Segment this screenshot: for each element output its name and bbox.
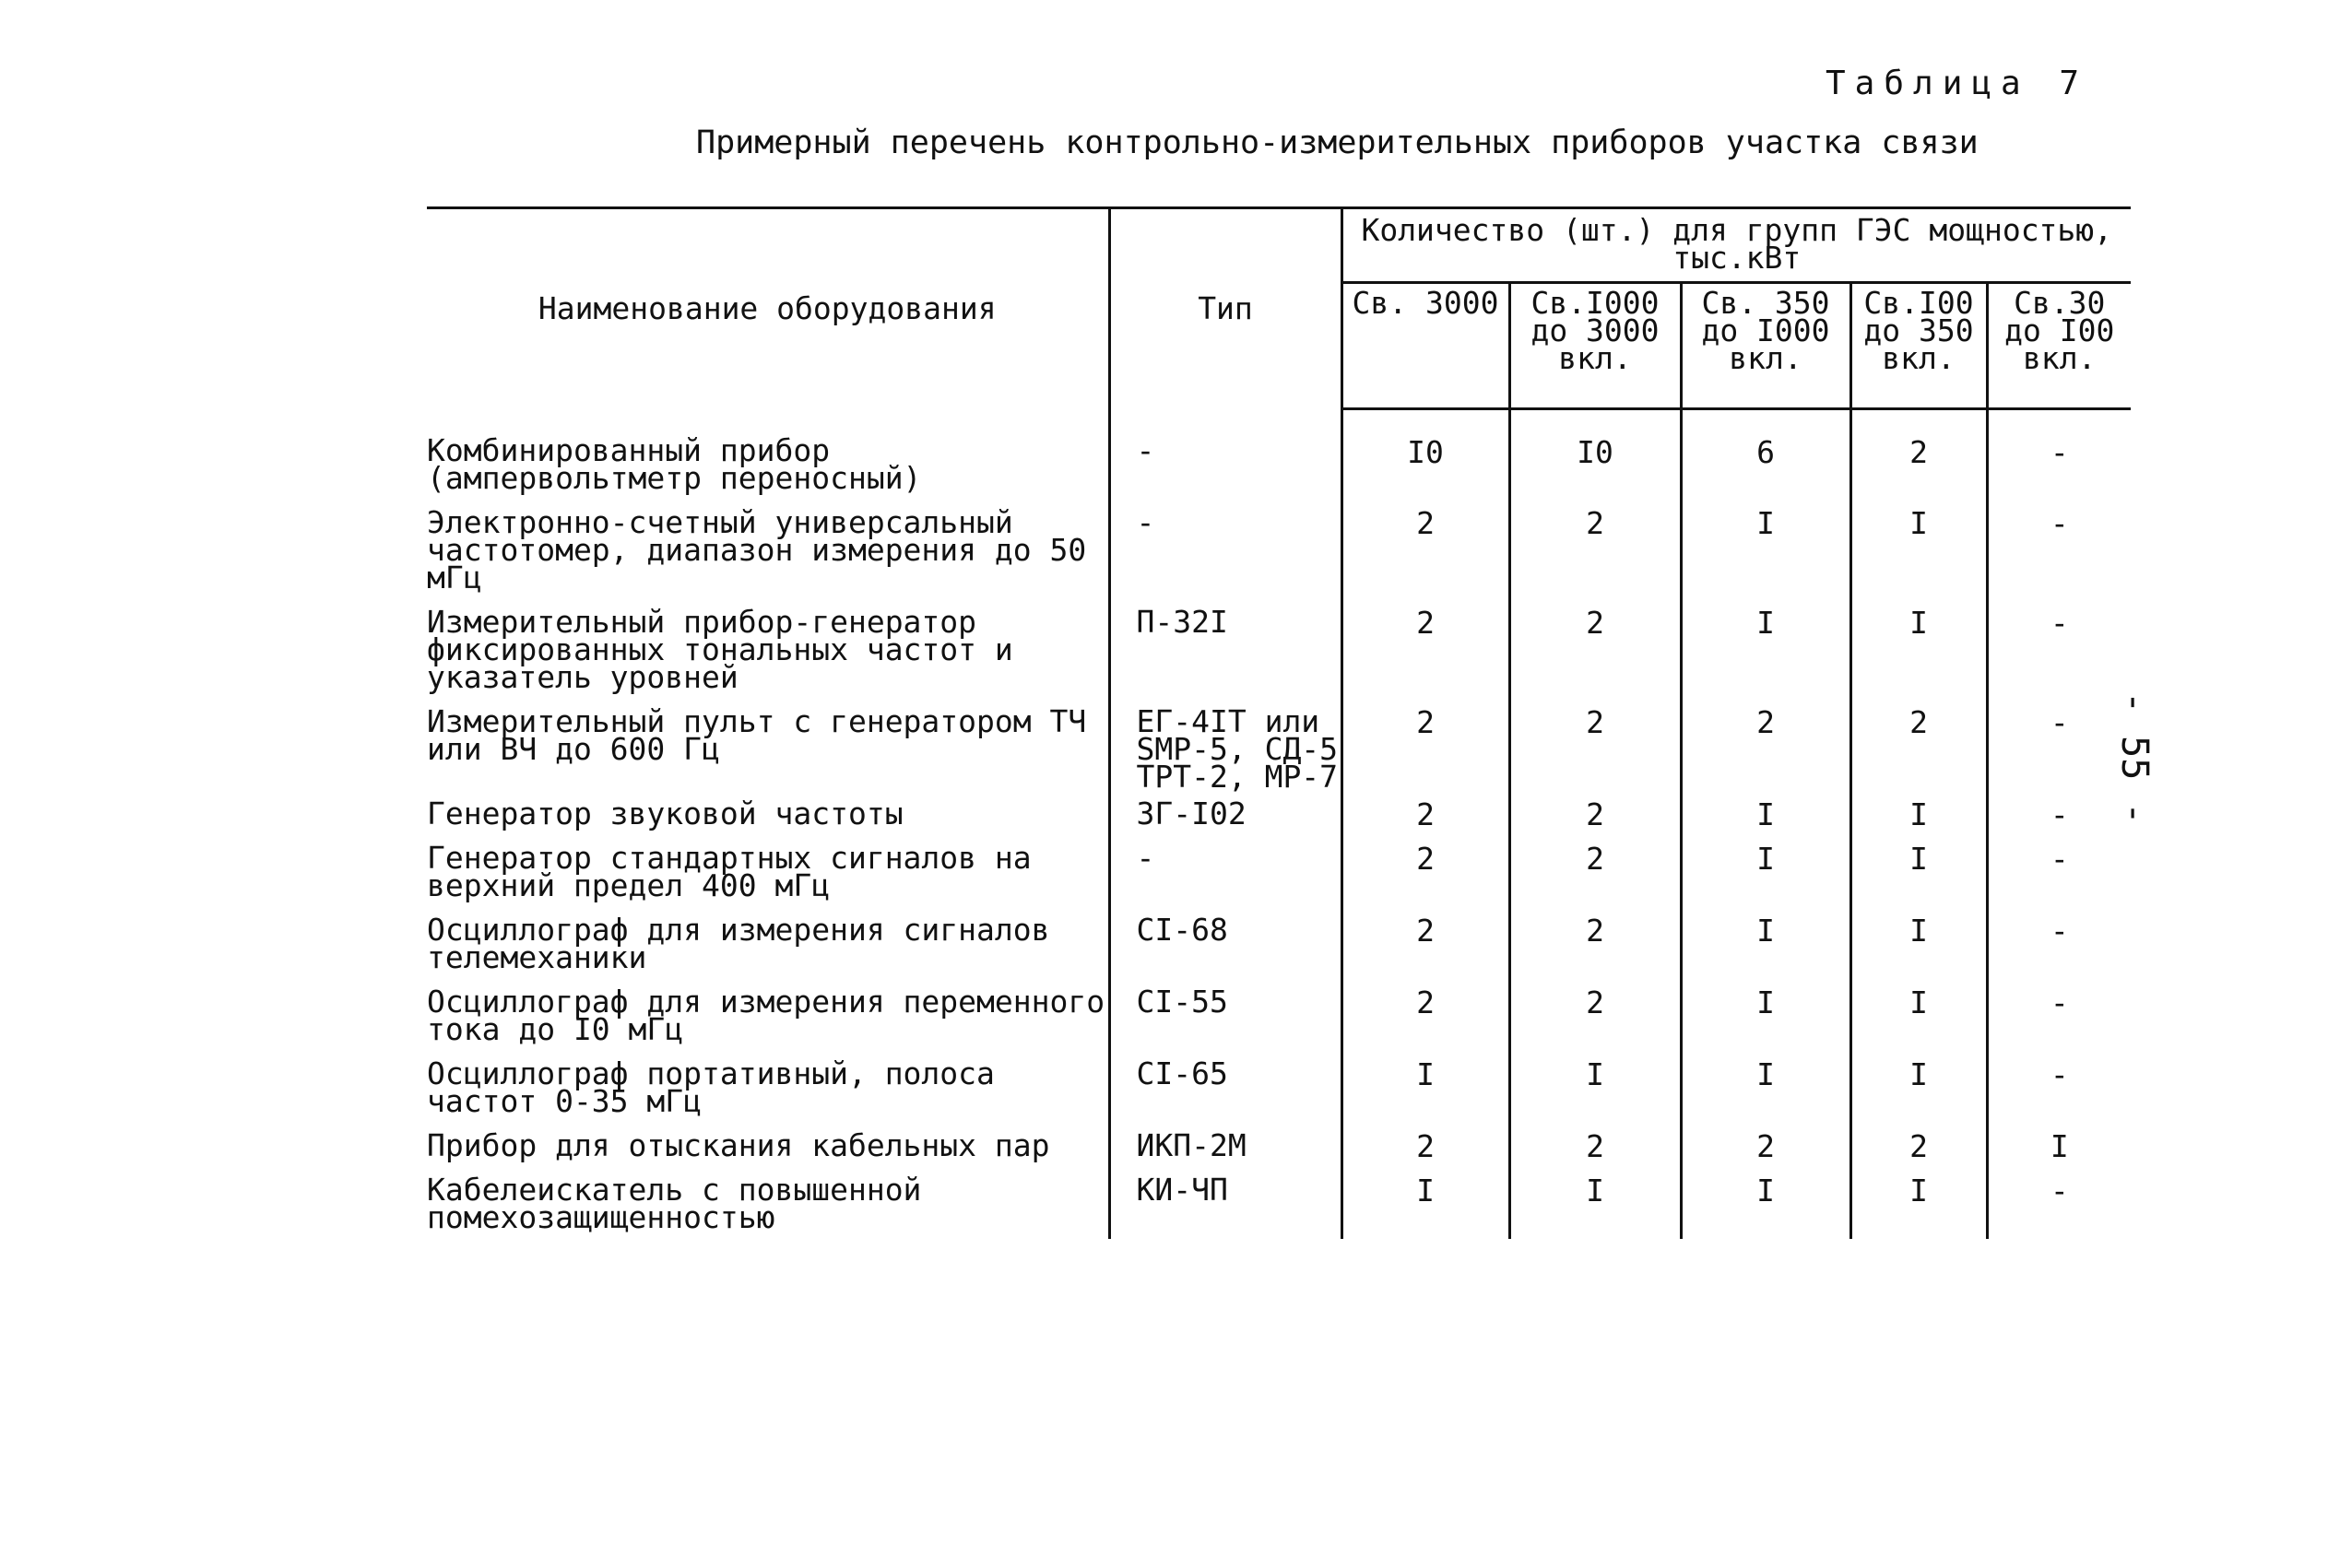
- equipment-name: Измерительный пульт с генератором ТЧ или ВЧ до 600 Гц: [427, 699, 1109, 791]
- header-group-3: Св. 350 до I000 вкл.: [1681, 283, 1850, 409]
- quantity-cell: 2: [1341, 907, 1509, 979]
- equipment-name: Генератор стандартных сигналов на верхний предел 400 мГц: [427, 835, 1109, 907]
- quantity-cell: 2: [1509, 907, 1681, 979]
- equipment-name: Измерительный прибор-генератор фиксированных тональных частот и указатель уровней: [427, 599, 1109, 699]
- document-title: Примерный перечень контрольно-измерительных приборов участка связи: [696, 124, 1979, 161]
- equipment-name: Осциллограф для измерения сигналов телемеханики: [427, 907, 1109, 979]
- equipment-name: Осциллограф для измерения переменного тока до I0 мГц: [427, 979, 1109, 1051]
- table-row: [427, 599, 2131, 699]
- quantity-cell: 2: [1850, 409, 1987, 500]
- equipment-name: Комбинированный прибор (ампервольтметр переносный): [427, 409, 1109, 500]
- quantity-cell: 2: [1509, 599, 1681, 699]
- table-row: [427, 409, 2131, 500]
- quantity-cell: -: [2050, 604, 2069, 641]
- equipment-type: СI-68: [1109, 907, 1341, 979]
- quantity-cell: -: [2050, 912, 2069, 949]
- equipment-type: СI-65: [1109, 1051, 1341, 1123]
- quantity-cell: 2: [1509, 979, 1681, 1051]
- quantity-cell: I: [1850, 791, 1987, 835]
- quantity-cell: 2: [1681, 699, 1850, 791]
- quantity-cell: 2: [1341, 699, 1509, 791]
- table-row: [427, 1167, 2131, 1239]
- equipment-name: Прибор для отыскания кабельных пар: [427, 1123, 1109, 1167]
- header-group-4: Св.I00 до 350 вкл.: [1850, 283, 1987, 409]
- equipment-name: Осциллограф портативный, полоса частот 0-35 мГц: [427, 1051, 1109, 1123]
- quantity-cell: I: [1681, 979, 1850, 1051]
- equipment-type: -: [1109, 835, 1341, 907]
- equipment-name: Кабелеискатель с повышенной помехозащищенностью: [427, 1167, 1109, 1239]
- quantity-cell: 2: [1509, 1123, 1681, 1167]
- quantity-cell: -: [2050, 840, 2069, 877]
- table-body: [427, 409, 2131, 1239]
- equipment-type: П-32I: [1109, 599, 1341, 699]
- equipment-type: -: [1109, 409, 1341, 500]
- quantity-cell: 2: [1850, 1123, 1987, 1167]
- table-row: [427, 1123, 2131, 1167]
- header-group-2: Св.I000 до 3000 вкл.: [1509, 283, 1681, 409]
- quantity-cell: 2: [1341, 791, 1509, 835]
- quantity-cell: 2: [1509, 699, 1681, 791]
- header-name: Наименование оборудования: [427, 208, 1109, 409]
- quantity-cell: I: [1341, 1051, 1509, 1123]
- quantity-cell: 2: [1850, 699, 1987, 791]
- quantity-cell: -: [2050, 1055, 2069, 1092]
- quantity-cell: 2: [1681, 1123, 1850, 1167]
- quantity-cell: I: [1509, 1167, 1681, 1239]
- quantity-cell: I0: [1341, 409, 1509, 500]
- table-row: [427, 979, 2131, 1051]
- quantity-cell: 2: [1341, 835, 1509, 907]
- quantity-cell: I: [2050, 1127, 2069, 1164]
- quantity-cell: I0: [1509, 409, 1681, 500]
- quantity-cell: I: [1850, 1051, 1987, 1123]
- quantity-cell: -: [2050, 984, 2069, 1020]
- quantity-cell: I: [1850, 979, 1987, 1051]
- quantity-cell: 2: [1509, 835, 1681, 907]
- equipment-type: -: [1109, 500, 1341, 599]
- quantity-cell: -: [2050, 504, 2069, 541]
- table-row: [427, 1051, 2131, 1123]
- table-row: [427, 500, 2131, 599]
- equipment-type: ЗГ-I02: [1109, 791, 1341, 835]
- table-row: [427, 699, 2131, 791]
- quantity-cell: I: [1681, 500, 1850, 599]
- quantity-cell: I: [1681, 599, 1850, 699]
- quantity-cell: I: [1681, 907, 1850, 979]
- quantity-cell: I: [1850, 500, 1987, 599]
- header-type: Тип: [1109, 208, 1341, 409]
- equipment-type: СI-55: [1109, 979, 1341, 1051]
- quantity-cell: I: [1681, 835, 1850, 907]
- quantity-cell: I: [1681, 1167, 1850, 1239]
- table-row: [427, 907, 2131, 979]
- quantity-cell: -: [2050, 703, 2069, 740]
- quantity-cell: I: [1850, 907, 1987, 979]
- quantity-cell: 2: [1341, 979, 1509, 1051]
- table-row: [427, 835, 2131, 907]
- table-row: [427, 791, 2131, 835]
- quantity-cell: -: [2050, 796, 2069, 832]
- equipment-type: ЕГ-4IТ или SMP-5, СД-5 ТРТ-2, МР-7: [1109, 699, 1341, 791]
- quantity-cell: I: [1850, 599, 1987, 699]
- header-group-1: Св. 3000: [1341, 283, 1509, 409]
- quantity-cell: I: [1681, 1051, 1850, 1123]
- equipment-name: Электронно-счетный универсальный частотомер, диапазон измерения до 50 мГц: [427, 500, 1109, 599]
- equipment-type: ИКП-2М: [1109, 1123, 1341, 1167]
- header-group-5: Св.30 до I00 вкл.: [1987, 283, 2131, 409]
- equipment-type: КИ-ЧП: [1109, 1167, 1341, 1239]
- quantity-cell: -: [2050, 434, 2069, 470]
- header-row-1: [427, 208, 2131, 283]
- equipment-name: Генератор звуковой частоты: [427, 791, 1109, 835]
- page-number: - 55 -: [2113, 691, 2156, 825]
- quantity-cell: 6: [1681, 409, 1850, 500]
- equipment-table: [427, 206, 2131, 1239]
- quantity-cell: 2: [1509, 500, 1681, 599]
- quantity-cell: I: [1509, 1051, 1681, 1123]
- quantity-cell: 2: [1341, 500, 1509, 599]
- quantity-cell: 2: [1341, 1123, 1509, 1167]
- quantity-cell: -: [2050, 1172, 2069, 1208]
- table-label: Таблица 7: [1826, 65, 2089, 102]
- quantity-cell: I: [1850, 1167, 1987, 1239]
- quantity-cell: I: [1341, 1167, 1509, 1239]
- quantity-cell: 2: [1341, 599, 1509, 699]
- quantity-cell: I: [1850, 835, 1987, 907]
- quantity-cell: I: [1681, 791, 1850, 835]
- quantity-cell: 2: [1509, 791, 1681, 835]
- header-power-group: Количество (шт.) для групп ГЭС мощностью, тыс.кВт: [1341, 208, 2131, 283]
